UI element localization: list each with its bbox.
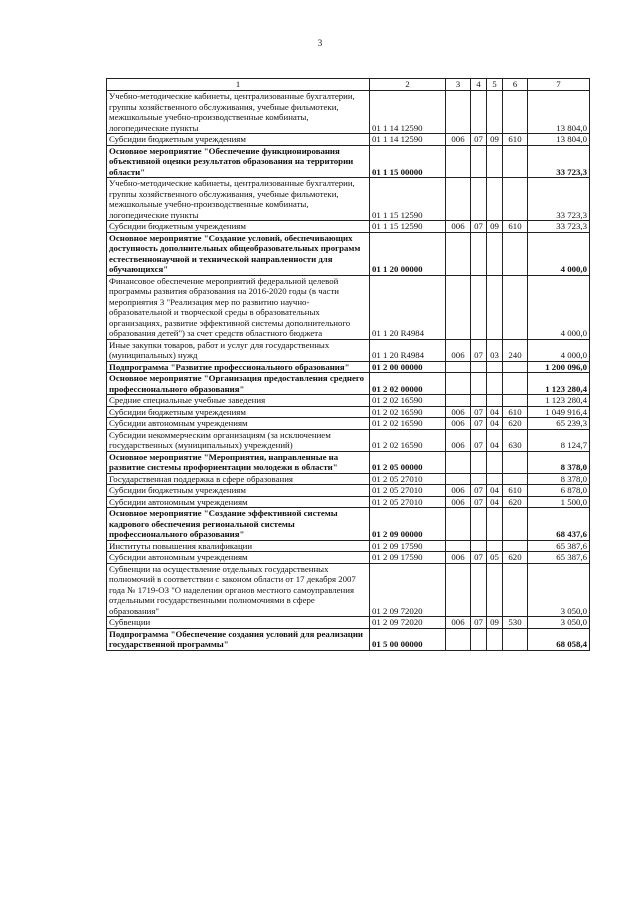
- row-section: 07: [471, 418, 487, 430]
- row-subsection: [487, 145, 503, 178]
- row-code: 01 1 15 00000: [370, 145, 446, 178]
- row-subsection: [487, 361, 503, 373]
- row-expense-type: 610: [503, 485, 528, 497]
- row-amount: 1 500,0: [528, 496, 590, 508]
- row-amount: 8 378,0: [528, 473, 590, 485]
- row-name: Субсидии бюджетным учреждениям: [107, 134, 370, 146]
- row-section: [471, 540, 487, 552]
- row-code: 01 1 14 12590: [370, 91, 446, 134]
- table-row: [107, 395, 590, 407]
- row-expense-type: [503, 91, 528, 134]
- row-expense-type: [503, 145, 528, 178]
- row-name: Институты повышения квалификации: [107, 540, 370, 552]
- header-col-5: 5: [487, 79, 503, 91]
- row-name: Субсидии бюджетным учреждениям: [107, 221, 370, 233]
- row-expense-type: 630: [503, 429, 528, 451]
- header-col-2: 2: [370, 79, 446, 91]
- row-section: [471, 451, 487, 473]
- table-row: [107, 418, 590, 430]
- row-subsection: 03: [487, 339, 503, 361]
- row-name: Государственная поддержка в сфере образования: [107, 473, 370, 485]
- row-amount: 1 123 280,4: [528, 373, 590, 395]
- row-dept: [446, 178, 471, 221]
- row-name: Подпрограмма "Обеспечение создания условий для реализации государственной программы": [107, 628, 370, 650]
- row-amount: 1 200 096,0: [528, 361, 590, 373]
- row-expense-type: [503, 373, 528, 395]
- row-section: [471, 473, 487, 485]
- row-section: 07: [471, 406, 487, 418]
- row-section: [471, 145, 487, 178]
- row-expense-type: [503, 178, 528, 221]
- row-expense-type: 620: [503, 418, 528, 430]
- header-col-4: 4: [471, 79, 487, 91]
- row-expense-type: 620: [503, 496, 528, 508]
- row-dept: [446, 232, 471, 275]
- row-name: Основное мероприятие "Мероприятия, направленные на развитие системы профориентации молодежи в области": [107, 451, 370, 473]
- row-section: 07: [471, 134, 487, 146]
- row-subsection: [487, 540, 503, 552]
- row-code: 01 2 09 17590: [370, 552, 446, 564]
- row-code: 01 1 20 00000: [370, 232, 446, 275]
- table-row: [107, 275, 590, 339]
- row-amount: 65 387,6: [528, 552, 590, 564]
- row-code: 01 2 02 16590: [370, 429, 446, 451]
- page-number: 3: [317, 38, 323, 48]
- row-amount: 4 000,0: [528, 232, 590, 275]
- row-code: 01 2 02 16590: [370, 418, 446, 430]
- row-subsection: 04: [487, 485, 503, 497]
- row-dept: 006: [446, 339, 471, 361]
- table-row: [107, 496, 590, 508]
- row-dept: 006: [446, 406, 471, 418]
- row-code: 01 1 15 12590: [370, 221, 446, 233]
- row-name: Средние специальные учебные заведения: [107, 395, 370, 407]
- row-expense-type: [503, 473, 528, 485]
- row-code: 01 2 05 00000: [370, 451, 446, 473]
- row-code: 01 1 20 R4984: [370, 275, 446, 339]
- table-row: [107, 485, 590, 497]
- row-amount: 33 723,3: [528, 221, 590, 233]
- table-row: [107, 221, 590, 233]
- row-name: Иные закупки товаров, работ и услуг для государственных (муниципальных) нужд: [107, 339, 370, 361]
- table-row: [107, 178, 590, 221]
- row-section: [471, 395, 487, 407]
- row-subsection: [487, 563, 503, 617]
- row-expense-type: 610: [503, 406, 528, 418]
- row-code: 01 2 09 00000: [370, 508, 446, 541]
- row-section: [471, 361, 487, 373]
- row-subsection: 04: [487, 429, 503, 451]
- row-name: Субсидии автономным учреждениям: [107, 552, 370, 564]
- row-name: Субсидии автономным учреждениям: [107, 496, 370, 508]
- row-amount: 6 878,0: [528, 485, 590, 497]
- row-amount: 13 804,0: [528, 91, 590, 134]
- row-subsection: 04: [487, 496, 503, 508]
- row-dept: [446, 540, 471, 552]
- table-row: [107, 451, 590, 473]
- row-expense-type: [503, 563, 528, 617]
- table-row: [107, 373, 590, 395]
- row-expense-type: 530: [503, 617, 528, 629]
- row-name: Субсидии автономным учреждениям: [107, 418, 370, 430]
- row-expense-type: 240: [503, 339, 528, 361]
- row-code: 01 2 00 00000: [370, 361, 446, 373]
- row-code: 01 1 20 R4984: [370, 339, 446, 361]
- row-expense-type: 610: [503, 221, 528, 233]
- row-section: 07: [471, 552, 487, 564]
- row-section: 07: [471, 429, 487, 451]
- row-section: 07: [471, 221, 487, 233]
- row-code: 01 2 09 72020: [370, 563, 446, 617]
- row-amount: 3 050,0: [528, 617, 590, 629]
- table-row: [107, 508, 590, 541]
- row-name: Основное мероприятие "Обеспечение функционирования объективной оценки результатов образования на территории области": [107, 145, 370, 178]
- row-dept: [446, 275, 471, 339]
- row-dept: [446, 395, 471, 407]
- table-row: [107, 628, 590, 650]
- row-name: Учебно-методические кабинеты, централизованные бухгалтерии, группы хозяйственного обслуживания, учебные фильмотеки, межшкольные учебно-производственные комбинаты, логопедические пункты: [107, 91, 370, 134]
- table-row: [107, 134, 590, 146]
- row-dept: 006: [446, 496, 471, 508]
- row-expense-type: [503, 628, 528, 650]
- row-code: 01 2 05 27010: [370, 485, 446, 497]
- row-subsection: [487, 178, 503, 221]
- row-code: 01 2 02 16590: [370, 406, 446, 418]
- row-dept: [446, 451, 471, 473]
- row-section: 07: [471, 617, 487, 629]
- row-expense-type: [503, 275, 528, 339]
- header-col-6: 6: [503, 79, 528, 91]
- header-row: [107, 79, 590, 91]
- table-row: [107, 540, 590, 552]
- table-row: [107, 429, 590, 451]
- row-section: [471, 563, 487, 617]
- header-col-7: 7: [528, 79, 590, 91]
- row-subsection: 09: [487, 617, 503, 629]
- row-dept: [446, 628, 471, 650]
- row-code: 01 2 02 00000: [370, 373, 446, 395]
- table-row: [107, 145, 590, 178]
- row-subsection: [487, 91, 503, 134]
- table-row: [107, 339, 590, 361]
- table-body: [107, 79, 590, 651]
- row-amount: 4 000,0: [528, 275, 590, 339]
- row-section: [471, 508, 487, 541]
- header-col-3: 3: [446, 79, 471, 91]
- row-expense-type: [503, 540, 528, 552]
- row-dept: [446, 508, 471, 541]
- row-dept: [446, 373, 471, 395]
- row-code: 01 5 00 00000: [370, 628, 446, 650]
- row-amount: 4 000,0: [528, 339, 590, 361]
- table-row: [107, 563, 590, 617]
- row-subsection: [487, 275, 503, 339]
- row-dept: 006: [446, 418, 471, 430]
- row-amount: 8 124,7: [528, 429, 590, 451]
- row-code: 01 2 05 27010: [370, 496, 446, 508]
- row-name: Субвенции: [107, 617, 370, 629]
- row-amount: 33 723,3: [528, 145, 590, 178]
- row-code: 01 2 02 16590: [370, 395, 446, 407]
- row-name: Основное мероприятие "Организация предоставления среднего профессионального образования": [107, 373, 370, 395]
- row-section: [471, 91, 487, 134]
- row-amount: 8 378,0: [528, 451, 590, 473]
- row-amount: 65 387,6: [528, 540, 590, 552]
- row-name: Субвенции на осуществление отдельных государственных полномочий в соответствии с законом области от 17 декабря 2007 года № 1719-ОЗ "О наделении органов местного самоуправления отдельными государственными полномочиями в сфере образования": [107, 563, 370, 617]
- row-section: 07: [471, 496, 487, 508]
- row-amount: 68 437,6: [528, 508, 590, 541]
- row-amount: 33 723,3: [528, 178, 590, 221]
- table-row: [107, 232, 590, 275]
- table-row: [107, 617, 590, 629]
- row-dept: [446, 563, 471, 617]
- row-code: 01 1 15 12590: [370, 178, 446, 221]
- row-subsection: [487, 232, 503, 275]
- row-name: Субсидии бюджетным учреждениям: [107, 485, 370, 497]
- row-amount: 13 804,0: [528, 134, 590, 146]
- row-code: 01 2 09 17590: [370, 540, 446, 552]
- row-name: Основное мероприятие "Создание эффективной системы кадрового обеспечения региональной системы профессионального образования": [107, 508, 370, 541]
- row-code: 01 1 14 12590: [370, 134, 446, 146]
- row-expense-type: [503, 232, 528, 275]
- budget-table: [106, 78, 590, 651]
- row-name: Основное мероприятие "Создание условий, обеспечивающих доступность дополнительных общеобразовательных программ естественнонаучной и технической направленности для обучающихся": [107, 232, 370, 275]
- row-subsection: [487, 508, 503, 541]
- row-dept: [446, 361, 471, 373]
- row-dept: 006: [446, 134, 471, 146]
- row-section: 07: [471, 339, 487, 361]
- row-dept: 006: [446, 617, 471, 629]
- row-amount: 1 049 916,4: [528, 406, 590, 418]
- row-expense-type: [503, 361, 528, 373]
- row-subsection: [487, 451, 503, 473]
- row-section: 07: [471, 485, 487, 497]
- row-code: 01 2 05 27010: [370, 473, 446, 485]
- table-row: [107, 91, 590, 134]
- row-dept: 006: [446, 221, 471, 233]
- row-section: [471, 275, 487, 339]
- row-amount: 1 123 280,4: [528, 395, 590, 407]
- row-dept: [446, 473, 471, 485]
- row-subsection: [487, 395, 503, 407]
- row-expense-type: [503, 395, 528, 407]
- row-subsection: 05: [487, 552, 503, 564]
- row-name: Учебно-методические кабинеты, централизованные бухгалтерии, группы хозяйственного обслуживания, учебные фильмотеки, межшкольные учебно-производственные комбинаты, логопедические пункты: [107, 178, 370, 221]
- row-expense-type: [503, 451, 528, 473]
- table-row: [107, 473, 590, 485]
- row-expense-type: 610: [503, 134, 528, 146]
- row-dept: 006: [446, 485, 471, 497]
- row-dept: [446, 145, 471, 178]
- row-expense-type: [503, 508, 528, 541]
- row-amount: 65 239,3: [528, 418, 590, 430]
- row-subsection: [487, 373, 503, 395]
- header-col-1: 1: [107, 79, 370, 91]
- row-name: Финансовое обеспечение мероприятий федеральной целевой программы развития образования на 2016-2020 годы (в части мероприятия 3 "Реализация мер по развитию научно-образовательной и творческой среды в образовательных организациях, развитие эффективной системы дополнительного образования детей") за счет средств областного бюджета: [107, 275, 370, 339]
- row-amount: 68 058,4: [528, 628, 590, 650]
- row-subsection: 04: [487, 418, 503, 430]
- row-name: Субсидии бюджетным учреждениям: [107, 406, 370, 418]
- row-subsection: 09: [487, 221, 503, 233]
- row-section: [471, 178, 487, 221]
- row-section: [471, 628, 487, 650]
- row-name: Подпрограмма "Развитие профессионального образования": [107, 361, 370, 373]
- row-name: Субсидии некоммерческим организациям (за исключением государственных (муниципальных) учреждений): [107, 429, 370, 451]
- table-row: [107, 361, 590, 373]
- table-row: [107, 406, 590, 418]
- row-expense-type: 620: [503, 552, 528, 564]
- row-dept: [446, 91, 471, 134]
- row-amount: 3 050,0: [528, 563, 590, 617]
- row-subsection: 09: [487, 134, 503, 146]
- row-code: 01 2 09 72020: [370, 617, 446, 629]
- row-subsection: [487, 473, 503, 485]
- row-section: [471, 373, 487, 395]
- row-subsection: 04: [487, 406, 503, 418]
- row-subsection: [487, 628, 503, 650]
- row-dept: 006: [446, 429, 471, 451]
- row-section: [471, 232, 487, 275]
- table-row: [107, 552, 590, 564]
- row-dept: 006: [446, 552, 471, 564]
